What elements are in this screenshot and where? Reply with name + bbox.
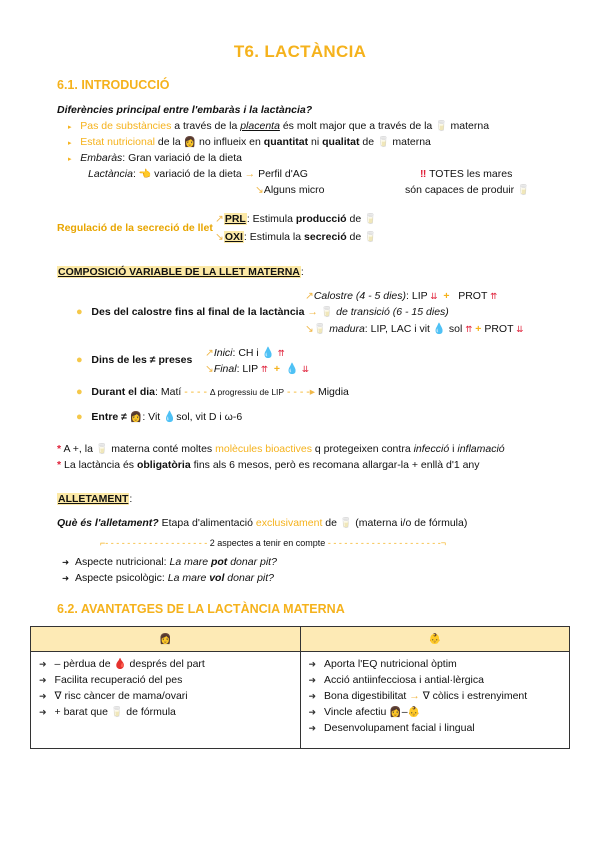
bullet-pas-substancies: ▸ Pas de substàncies a través de la placenta és molt major que a través de la 🥛 materna	[68, 120, 490, 132]
row-durant-dia: ● Durant el dia: Matí - - - - Δ progressiu de LIP - - - -▸ Migdia	[76, 386, 349, 398]
blood-drop-icon: 🩸	[113, 658, 127, 670]
milk-icon: 🥛	[320, 307, 334, 318]
line-oxi: ↘OXI: Estimula la secreció de 🥛	[215, 231, 377, 243]
baby-icon: 👶	[407, 707, 420, 718]
row-entre: ● Entre ≠ 👩: Vit 💧sol, vit D i ω-6	[76, 411, 243, 423]
arrow-down-right-icon: ↘	[215, 231, 224, 243]
point-left-icon: 👈	[138, 169, 152, 180]
row-calostre-final: ● Des del calostre fins al final de la lactància → 🥛 de transició (6 - 15 dies)	[76, 306, 449, 318]
section-heading-introduccio: 6.1. INTRODUCCIÓ	[57, 78, 170, 92]
bullet-embaras: ▸ Embaràs: Gran variació de la dieta	[68, 152, 242, 164]
list-item: ➜ Acció antiinfecciosa i antial·lèrgica	[308, 674, 484, 686]
bullet-icon: ▸	[68, 124, 72, 131]
arrow-right-icon: ➜	[62, 557, 70, 567]
note-obligatoria: * La lactància és obligatòria fins als 6 mesos, però es recomana allargar-la + enllà d'1 any	[57, 459, 480, 471]
row-preses: ● Dins de les ≠ preses	[76, 354, 193, 366]
aspect-psicologic: ➜ Aspecte psicològic: La mare vol donar pit?	[62, 572, 275, 584]
bullet-dot-icon: ●	[76, 411, 83, 423]
line-final: ↘Final: LIP ⇈ + 💧 ⇊	[205, 363, 309, 375]
milk-icon: 🥛	[376, 137, 390, 148]
list-item: ➜ Vincle afectiu 👩–👶	[308, 706, 420, 718]
list-item: ➜ – pèrdua de 🩸 després del part	[39, 658, 205, 670]
note-bioactives: * A +, la 🥛 materna conté moltes molècules bioactives q protegeixen contra infecció i inflamació	[57, 443, 505, 455]
list-item: ➜ ∇ risc càncer de mama/ovari	[39, 690, 188, 702]
list-item: ➜ Bona digestibilitat → ∇ còlics i estrenyiment	[308, 690, 528, 702]
alletament-definition: Què és l'alletament? Etapa d'alimentació exclusivament de 🥛 (materna i/o de fórmula)	[57, 517, 468, 529]
arrow-up-right-icon: ↗	[215, 213, 224, 225]
mother-icon: 👩	[389, 707, 402, 718]
bullet-dot-icon: ●	[76, 306, 83, 318]
mother-icon: 👩	[129, 412, 143, 423]
alletament-heading: ALLETAMENT:	[58, 493, 133, 505]
milk-icon: 🥛	[364, 232, 377, 243]
mother-icon: 👩	[159, 634, 172, 645]
milk-icon: 🥛	[95, 444, 109, 455]
list-item: ➜ Aporta l'EQ nutricional òptim	[308, 658, 457, 670]
arrow-down-right-icon: ↘	[255, 184, 264, 196]
note-totes-mares: ‼ TOTES les mares	[420, 168, 513, 180]
bullet-icon: ▸	[68, 140, 72, 147]
milk-icon: 🥛	[313, 324, 327, 335]
mother-advantages-cell	[31, 652, 301, 749]
drop-icon: 💧	[285, 363, 299, 375]
milk-icon: 🥛	[435, 121, 448, 132]
question-differences: Diferències principal entre l'embaràs i la lactància?	[57, 104, 313, 116]
milk-icon: 🥛	[339, 518, 353, 529]
milk-icon: 🥛	[517, 185, 530, 196]
section-heading-avantatges: 6.2. AVANTATGES DE LA LACTÀNCIA MATERNA	[57, 602, 345, 616]
bullet-icon: ▸	[68, 156, 72, 163]
line-prl: ↗PRL: Estimula producció de 🥛	[215, 213, 377, 225]
milk-icon: 🥛	[110, 707, 124, 718]
regulacio-label: Regulació de la secreció de llet	[57, 222, 213, 234]
line-calostre: ↗Calostre (4 - 5 dies): LIP ⇊ + PROT ⇈	[305, 290, 498, 302]
note-capaces: són capaces de produir 🥛	[405, 184, 530, 196]
list-item: ➜ Desenvolupament facial i lingual	[308, 722, 475, 734]
two-aspects-line: ⌐- - - - - - - - - - - - - - - - - - - 2 aspectes a tenir en compte - - - - - - - - - - - - - - - - - - - - -¬	[100, 538, 447, 548]
line-inici: ↗Inici: CH i 💧 ⇈	[205, 347, 285, 359]
baby-advantages-cell	[300, 652, 570, 749]
drop-icon: 💧	[163, 411, 177, 423]
drop-icon: 💧	[432, 323, 446, 335]
milk-icon: 🥛	[364, 214, 377, 225]
bullet-dot-icon: ●	[76, 354, 83, 366]
arrow-right-icon: ➜	[62, 573, 70, 583]
line-lactancia: Lactància: 👈 variació de la dieta → Perfil d'AG	[88, 168, 308, 180]
composicio-heading: COMPOSICIÓ VARIABLE DE LA LLET MATERNA:	[58, 266, 304, 278]
list-item: ➜ Facilita recuperació del pes	[39, 674, 183, 686]
page-title: T6. LACTÀNCIA	[233, 42, 367, 61]
column-header-baby	[300, 627, 570, 652]
line-alguns-micro: ↘Alguns micro	[255, 184, 325, 196]
baby-icon: 👶	[428, 634, 441, 645]
advantages-table	[30, 626, 570, 749]
column-header-mother	[31, 627, 301, 652]
exclamation-icon: ‼	[420, 168, 427, 180]
drop-icon: 💧	[261, 347, 275, 359]
mother-icon: 👩	[183, 137, 197, 148]
list-item: ➜ + barat que 🥛 de fórmula	[39, 706, 176, 718]
bullet-dot-icon: ●	[76, 386, 83, 398]
bullet-estat-nutricional: ▸ Estat nutricional de la 👩 no influeix en quantitat ni qualitat de 🥛 materna	[68, 136, 431, 148]
line-madura: ↘🥛 madura: LIP, LAC i vit 💧 sol ⇈ + PROT ⇊	[305, 323, 524, 335]
arrow-right-icon: →	[244, 168, 256, 180]
aspect-nutricional: ➜ Aspecte nutricional: La mare pot donar pit?	[62, 556, 277, 568]
